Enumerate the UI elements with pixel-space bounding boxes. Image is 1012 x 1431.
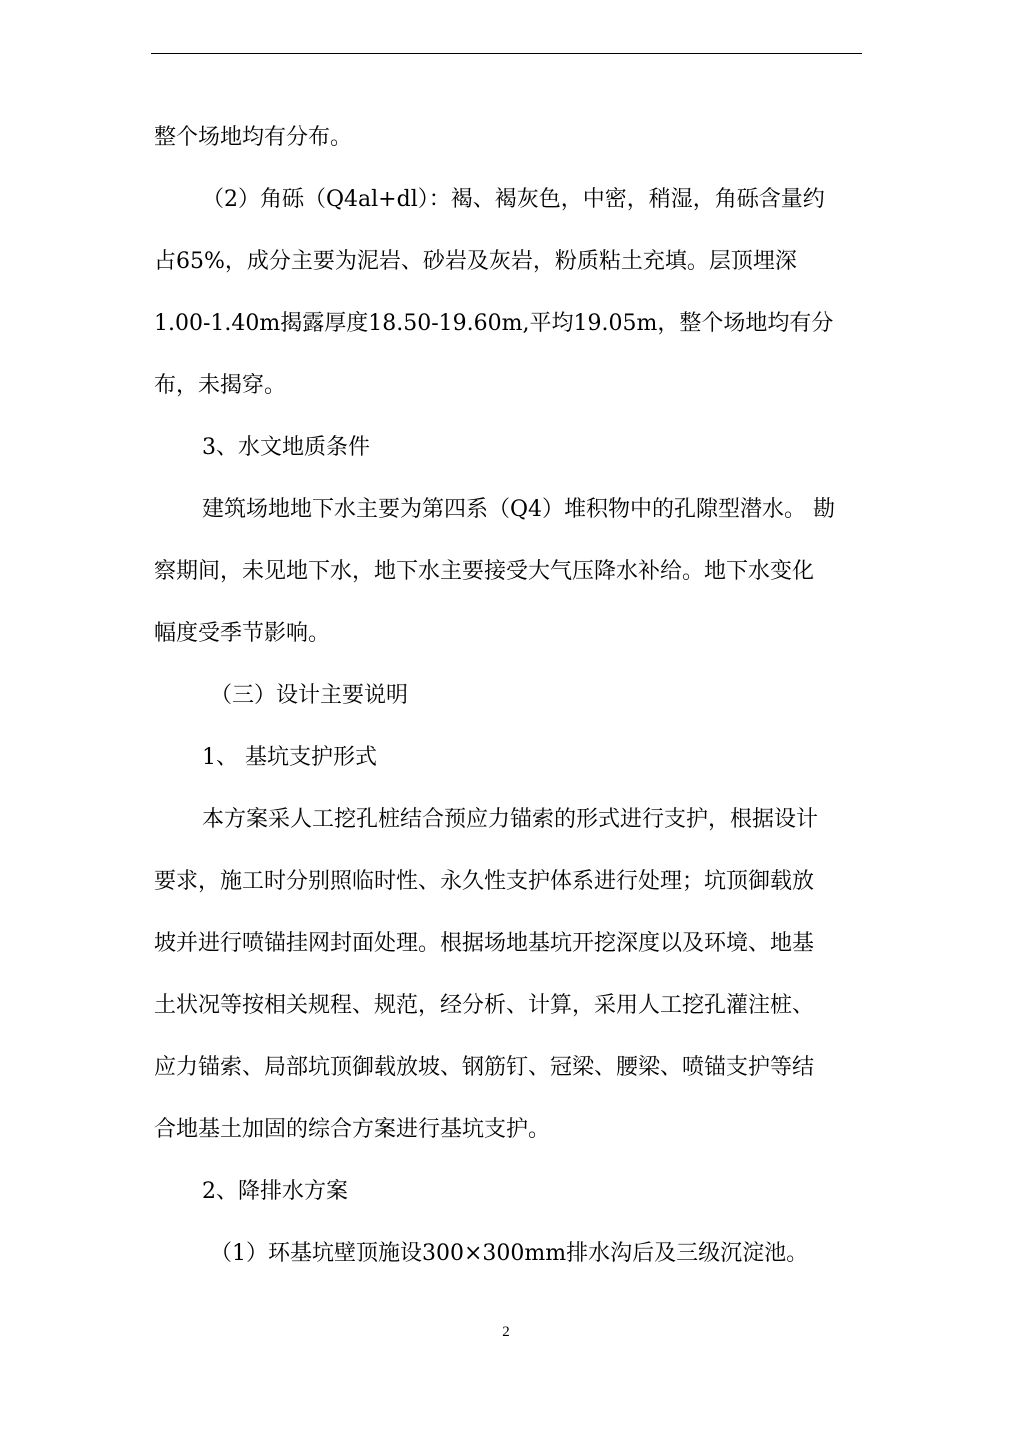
header-rule <box>151 53 862 54</box>
text-line: 整个场地均有分布。 <box>154 125 353 150</box>
text-line: 土状况等按相关规程、规范，经分析、计算，采用人工挖孔灌注桩、 <box>154 993 815 1018</box>
text-line: 建筑场地地下水主要为第四系（Q4）堆积物中的孔隙型潜水。 勘 <box>202 497 836 522</box>
section-heading: 2、降排水方案 <box>202 1179 348 1204</box>
text-line: （1）环基坑壁顶施设300×300mm排水沟后及三级沉淀池。 <box>210 1241 809 1266</box>
text-line: 要求，施工时分别照临时性、永久性支护体系进行处理；坑顶御载放 <box>154 869 815 894</box>
text-line: 合地基土加固的综合方案进行基坑支护。 <box>154 1117 551 1142</box>
document-body <box>154 107 862 1285</box>
text-line: 坡并进行喷锚挂网封面处理。根据场地基坑开挖深度以及环境、地基 <box>154 931 815 956</box>
text-line: 1.00-1.40m揭露厚度18.50-19.60m,平均19.05m，整个场地均有分 <box>154 311 834 336</box>
section-heading: 3、水文地质条件 <box>202 435 370 460</box>
text-line: 布，未揭穿。 <box>154 373 287 398</box>
page-number: 2 <box>502 1324 510 1340</box>
text-line: 幅度受季节影响。 <box>154 621 331 646</box>
text-line: （2）角砾（Q4al+dl）：褐、褐灰色，中密，稍湿，角砾含量约 <box>202 187 825 212</box>
section-heading: （三）设计主要说明 <box>210 683 409 708</box>
text-line: 应力锚索、局部坑顶御载放坡、钢筋钉、冠梁、腰梁、喷锚支护等结 <box>154 1055 815 1080</box>
section-heading: 1、 基坑支护形式 <box>202 745 377 770</box>
text-line: 本方案采人工挖孔桩结合预应力锚索的形式进行支护，根据设计 <box>202 807 819 832</box>
text-line: 占65%，成分主要为泥岩、砂岩及灰岩，粉质粘土充填。层顶埋深 <box>154 249 797 274</box>
text-line: 察期间，未见地下水，地下水主要接受大气压降水补给。地下水变化 <box>154 559 815 584</box>
